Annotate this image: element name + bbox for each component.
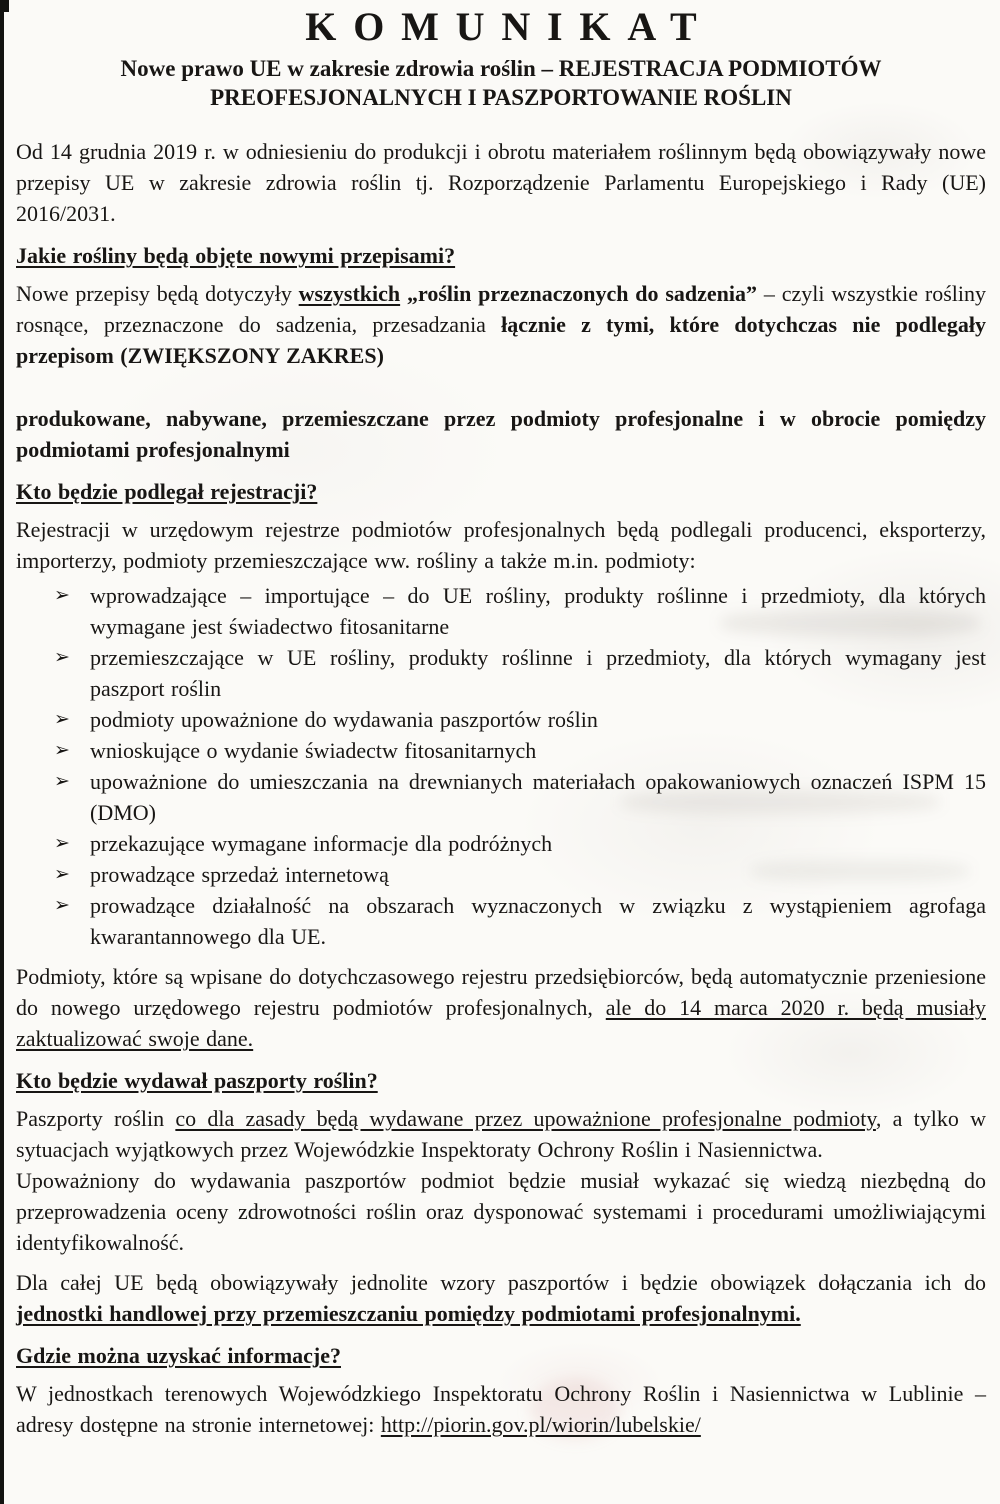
document-subtitle — [16, 54, 986, 112]
registry-transfer-paragraph — [16, 961, 986, 1054]
intro-paragraph — [16, 136, 986, 229]
list-item — [16, 766, 986, 828]
section-heading-passports: Kto będzie wydawał paszporty roślin? — [16, 1068, 378, 1093]
list-item — [16, 890, 986, 952]
text-segment: wnioskujące o wydanie świadectw fitosanitarnych — [90, 738, 537, 763]
list-item-text — [90, 890, 986, 952]
text-segment: łącznie z tymi, które dotychczas nie podlegały przepisom (ZWIĘKSZONY ZAKRES) — [16, 312, 986, 368]
list-item — [16, 735, 986, 766]
list-item-text — [90, 828, 986, 859]
list-item — [16, 704, 986, 735]
scope-paragraph — [16, 278, 986, 371]
registration-subjects-list — [16, 580, 986, 952]
text-segment: co dla zasady będą wydawane przez upoważnione profesjonalne podmioty — [175, 1106, 876, 1131]
arrow-bullet-icon: ➢ — [54, 646, 70, 668]
text-segment: , a tylko w sytuacjach wyjątkowych przez Wojewódzkie Inspektoraty Ochrony Roślin i Nasiennictwa. — [16, 1106, 986, 1162]
text-segment: ale do 14 marca 2020 r. będą musiały zaktualizować swoje dane. — [16, 995, 986, 1051]
text-segment: W jednostkach terenowych Wojewódzkiego Inspektoratu Ochrony Roślin i Nasiennictwa w Lublinie – adresy dostępne na stronie internetowej: — [16, 1381, 986, 1437]
list-item-text — [90, 642, 986, 704]
arrow-bullet-icon: ➢ — [54, 894, 70, 916]
arrow-bullet-icon: ➢ — [54, 739, 70, 761]
list-item-text — [90, 859, 986, 890]
text-segment: upoważnione do umieszczania na drewnianych materiałach opakowaniowych oznaczeń ISPM 15 (DMO) — [90, 769, 986, 825]
text-segment: prowadzące działalność na obszarach wyznaczonych w związku z wystąpieniem agrofaga kwarantannowego dla UE. — [90, 893, 986, 949]
text-segment: jednostki handlowej przy przemieszczaniu pomiędzy podmiotami profesjonalnymi. — [16, 1301, 801, 1326]
section-heading-information: Gdzie można uzyskać informacje? — [16, 1343, 341, 1368]
arrow-bullet-icon: ➢ — [54, 832, 70, 854]
text-segment: podmioty upoważnione do wydawania paszportów roślin — [90, 707, 598, 732]
text-segment: Rejestracji w urzędowym rejestrze podmiotów profesjonalnych będą podlegali producenci, eksporterzy, importerzy, podmioty przemieszczające ww. rośliny a także m.in. podmioty: — [16, 517, 986, 573]
list-item — [16, 642, 986, 704]
text-segment: przemieszczające w UE rośliny, produkty roślinne i przedmioty, dla których wymagany jest paszport roślin — [90, 645, 986, 701]
list-item-text — [90, 704, 986, 735]
text-segment: „roślin przeznaczonych do sadzenia” — [400, 281, 758, 306]
text-segment: – czyli wszystkie rośliny rosnące, przeznaczone do sadzenia, przesadzania — [16, 281, 986, 337]
arrow-bullet-icon: ➢ — [54, 863, 70, 885]
document-title: KOMUNIKAT — [305, 4, 714, 49]
passport-issuers-paragraph — [16, 1103, 986, 1165]
text-segment: prowadzące sprzedaż internetową — [90, 862, 389, 887]
list-item-text — [90, 735, 986, 766]
scope-trade-paragraph — [16, 403, 986, 465]
list-item — [16, 859, 986, 890]
document-subtitle-line-2: PREOFESJONALNYCH I PASZPORTOWANIE ROŚLIN — [210, 85, 792, 110]
arrow-bullet-icon: ➢ — [54, 708, 70, 730]
arrow-bullet-icon: ➢ — [54, 770, 70, 792]
list-item — [16, 828, 986, 859]
list-item-text — [90, 580, 986, 642]
document-subtitle-line-1: Nowe prawo UE w zakresie zdrowia roślin – REJESTRACJA PODMIOTÓW — [120, 56, 882, 81]
text-segment: wprowadzające – importujące – do UE rośliny, produkty roślinne i przedmioty, dla których wymagane jest świadectwo fitosanitarne — [90, 583, 986, 639]
list-item — [16, 580, 986, 642]
info-sources-paragraph — [16, 1378, 986, 1440]
list-item-text — [90, 766, 986, 828]
section-heading-registration: Kto będzie podlegał rejestracji? — [16, 479, 318, 504]
registration-intro-paragraph — [16, 514, 986, 576]
document-body — [16, 136, 986, 1440]
text-segment: Podmioty, które są wpisane do dotychczasowego rejestru przedsiębiorców, będą automatycznie przeniesione do nowego urzędowego rejestru podmiotów profesjonalnych, — [16, 964, 986, 1020]
section-heading-plants-scope: Jakie rośliny będą objęte nowymi przepisami? — [16, 243, 456, 268]
text-segment: Paszporty roślin — [16, 1106, 176, 1131]
text-segment: Upoważniony do wydawania paszportów podmiot będzie musiał wykazać się wiedzą niezbędną do przeprowadzenia oceny zdrowotności roślin oraz dysponować systemami i procedurami umożliwiającymi identyfikowalność. — [16, 1168, 986, 1255]
issuer-requirements-paragraph — [16, 1165, 986, 1258]
text-segment: Dla całej UE będą obowiązywały jednolite wzory paszportów i będzie obowiązek dołączania ich do — [16, 1270, 986, 1295]
text-segment: Od 14 grudnia 2019 r. w odniesieniu do produkcji i obrotu materiałem roślinnym będą obowiązywały nowe przepisy UE w zakresie zdrowia roślin tj. Rozporządzenie Parlamentu Europejskiego i Rady (UE) 2016/2031. — [16, 139, 986, 226]
text-segment: przekazujące wymagane informacje dla podróżnych — [90, 831, 553, 856]
text-segment: produkowane, nabywane, przemieszczane przez podmioty profesjonalne i w obrocie pomiędzy podmiotami profesjonalnymi — [16, 406, 986, 462]
text-segment: http://piorin.gov.pl/wiorin/lubelskie/ — [380, 1412, 701, 1437]
text-segment: Nowe przepisy będą dotyczyły — [16, 281, 299, 306]
arrow-bullet-icon: ➢ — [54, 584, 70, 606]
text-segment: wszystkich — [298, 281, 401, 306]
passport-format-paragraph — [16, 1267, 986, 1329]
